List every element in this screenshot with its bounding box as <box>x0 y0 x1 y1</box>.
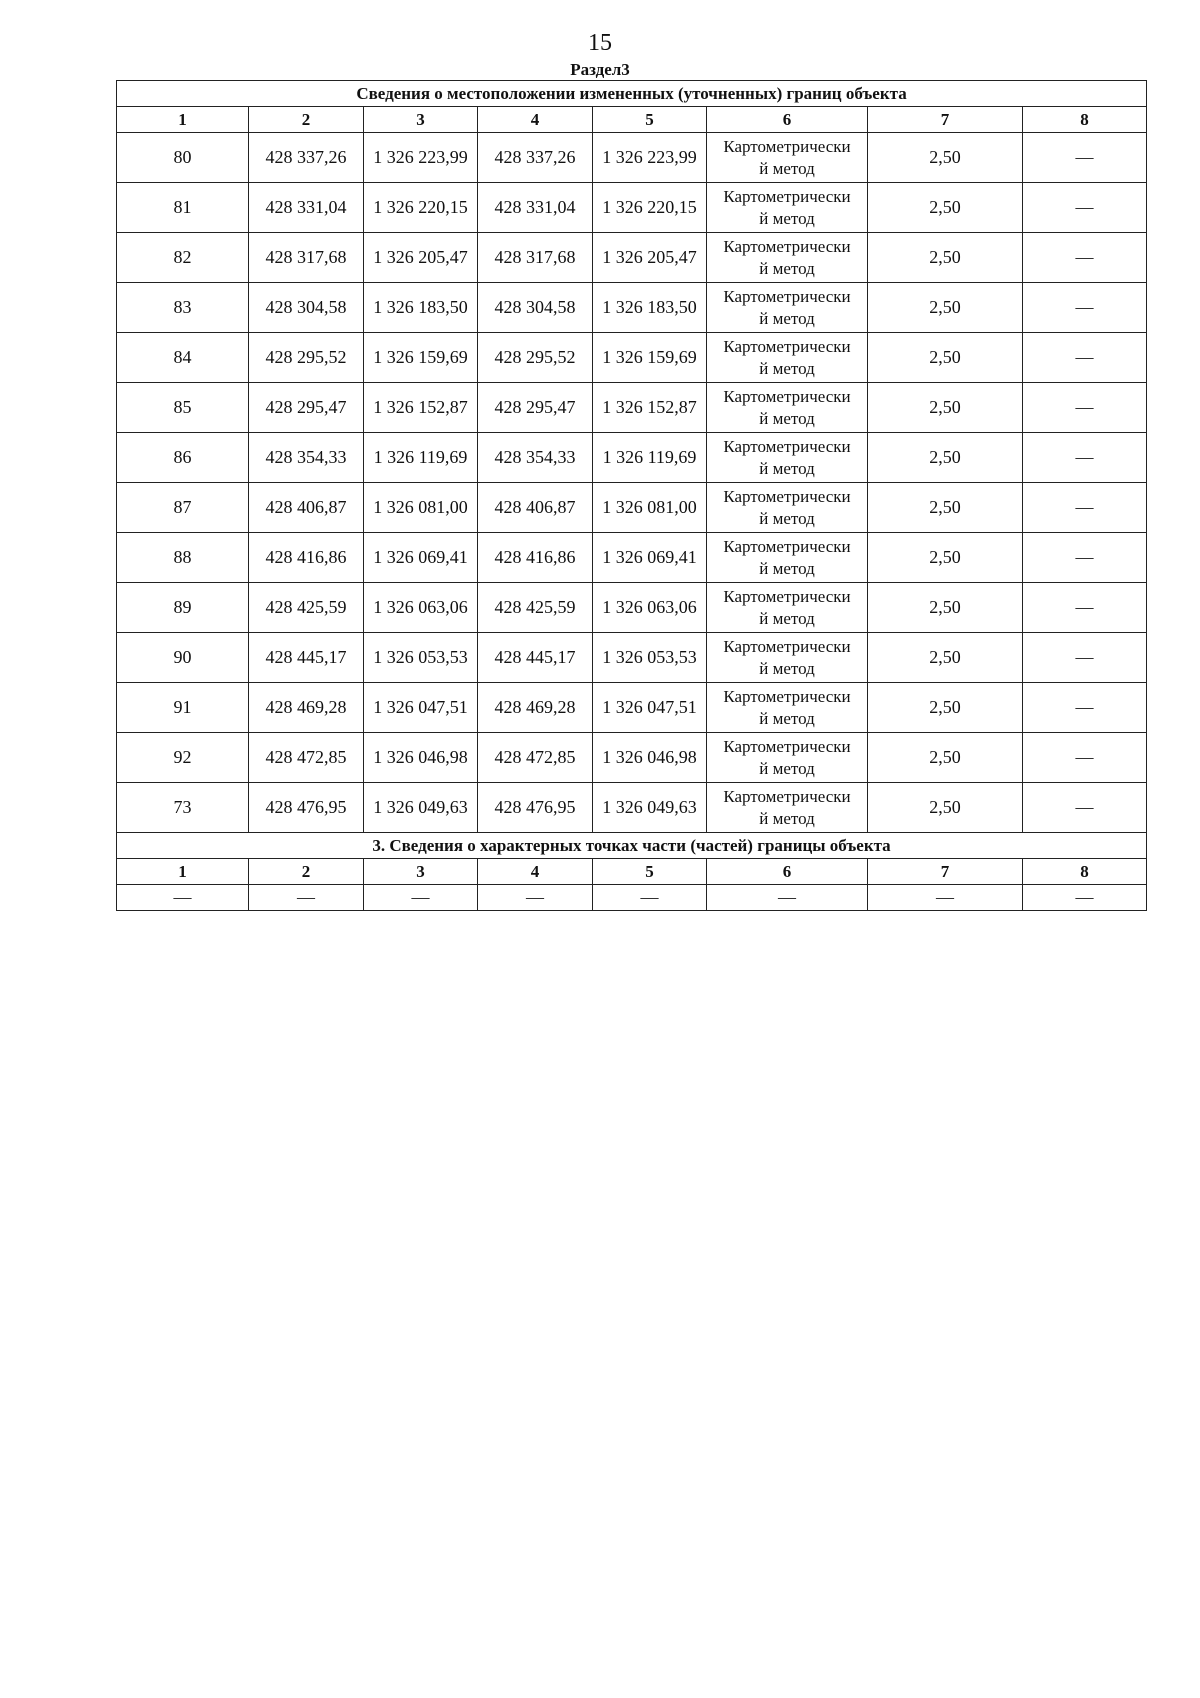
empty-cell: — <box>707 885 868 911</box>
method-line-2: й метод <box>759 758 815 778</box>
method-cell <box>707 483 868 533</box>
point-number: 89 <box>117 583 249 633</box>
x-new-cell: 428 472,85 <box>478 733 593 783</box>
note-cell: — <box>1023 583 1147 633</box>
y-new-cell: 1 326 046,98 <box>593 733 707 783</box>
method-line-2: й метод <box>759 308 815 328</box>
empty-cell: — <box>593 885 707 911</box>
column-number: 6 <box>707 107 868 133</box>
table-row <box>117 283 1147 333</box>
column-number: 7 <box>868 107 1023 133</box>
empty-cell: — <box>1023 885 1147 911</box>
x-old-cell: 428 295,52 <box>249 333 364 383</box>
y-old-cell: 1 326 081,00 <box>364 483 478 533</box>
method-cell <box>707 733 868 783</box>
method-line-1: Картометрически <box>723 636 851 656</box>
column-number: 4 <box>478 107 593 133</box>
method-cell <box>707 133 868 183</box>
x-new-cell: 428 425,59 <box>478 583 593 633</box>
method-line-2: й метод <box>759 408 815 428</box>
accuracy-cell: 2,50 <box>868 333 1023 383</box>
method-line-2: й метод <box>759 508 815 528</box>
method-line-1: Картометрически <box>723 436 851 456</box>
table-row <box>117 583 1147 633</box>
note-cell: — <box>1023 683 1147 733</box>
point-number: 82 <box>117 233 249 283</box>
x-new-cell: 428 476,95 <box>478 783 593 833</box>
method-line-1: Картометрически <box>723 336 851 356</box>
point-number: 91 <box>117 683 249 733</box>
table-row <box>117 383 1147 433</box>
y-new-cell: 1 326 049,63 <box>593 783 707 833</box>
accuracy-cell: 2,50 <box>868 183 1023 233</box>
y-new-cell: 1 326 220,15 <box>593 183 707 233</box>
y-new-cell: 1 326 063,06 <box>593 583 707 633</box>
table-row <box>117 483 1147 533</box>
section-title: Раздел3 <box>570 60 630 79</box>
method-cell <box>707 183 868 233</box>
note-cell: — <box>1023 433 1147 483</box>
x-new-cell: 428 354,33 <box>478 433 593 483</box>
method-line-1: Картометрически <box>723 686 851 706</box>
y-new-cell: 1 326 053,53 <box>593 633 707 683</box>
method-cell <box>707 633 868 683</box>
column-number: 4 <box>478 859 593 885</box>
column-number: 1 <box>117 859 249 885</box>
method-cell <box>707 583 868 633</box>
column-number: 3 <box>364 107 478 133</box>
column-number: 8 <box>1023 107 1147 133</box>
note-cell: — <box>1023 283 1147 333</box>
table-row <box>117 183 1147 233</box>
y-old-cell: 1 326 049,63 <box>364 783 478 833</box>
note-cell: — <box>1023 183 1147 233</box>
method-cell <box>707 383 868 433</box>
method-line-2: й метод <box>759 558 815 578</box>
x-old-cell: 428 304,58 <box>249 283 364 333</box>
method-cell <box>707 783 868 833</box>
note-cell: — <box>1023 733 1147 783</box>
x-new-cell: 428 295,52 <box>478 333 593 383</box>
x-old-cell: 428 337,26 <box>249 133 364 183</box>
y-old-cell: 1 326 063,06 <box>364 583 478 633</box>
note-cell: — <box>1023 483 1147 533</box>
x-old-cell: 428 406,87 <box>249 483 364 533</box>
table-body <box>117 81 1147 911</box>
column-number: 7 <box>868 859 1023 885</box>
accuracy-cell: 2,50 <box>868 633 1023 683</box>
x-new-cell: 428 416,86 <box>478 533 593 583</box>
table-row <box>117 633 1147 683</box>
accuracy-cell: 2,50 <box>868 133 1023 183</box>
method-line-1: Картометрически <box>723 536 851 556</box>
method-line-2: й метод <box>759 458 815 478</box>
method-line-2: й метод <box>759 708 815 728</box>
accuracy-cell: 2,50 <box>868 483 1023 533</box>
column-number: 5 <box>593 859 707 885</box>
table1-column-numbers <box>117 107 1147 133</box>
point-number: 83 <box>117 283 249 333</box>
table-row <box>117 533 1147 583</box>
y-old-cell: 1 326 069,41 <box>364 533 478 583</box>
x-new-cell: 428 331,04 <box>478 183 593 233</box>
y-new-cell: 1 326 223,99 <box>593 133 707 183</box>
x-old-cell: 428 331,04 <box>249 183 364 233</box>
method-line-1: Картометрически <box>723 136 851 156</box>
y-old-cell: 1 326 205,47 <box>364 233 478 283</box>
note-cell: — <box>1023 133 1147 183</box>
point-number: 90 <box>117 633 249 683</box>
method-line-1: Картометрически <box>723 386 851 406</box>
x-new-cell: 428 317,68 <box>478 233 593 283</box>
empty-cell: — <box>478 885 593 911</box>
y-new-cell: 1 326 047,51 <box>593 683 707 733</box>
point-number: 85 <box>117 383 249 433</box>
method-line-1: Картометрически <box>723 486 851 506</box>
method-line-2: й метод <box>759 158 815 178</box>
point-number: 87 <box>117 483 249 533</box>
x-new-cell: 428 295,47 <box>478 383 593 433</box>
method-line-2: й метод <box>759 658 815 678</box>
x-new-cell: 428 406,87 <box>478 483 593 533</box>
note-cell: — <box>1023 383 1147 433</box>
accuracy-cell: 2,50 <box>868 733 1023 783</box>
method-cell <box>707 333 868 383</box>
accuracy-cell: 2,50 <box>868 383 1023 433</box>
x-old-cell: 428 416,86 <box>249 533 364 583</box>
x-new-cell: 428 445,17 <box>478 633 593 683</box>
coordinates-table <box>116 80 1147 911</box>
method-line-2: й метод <box>759 608 815 628</box>
x-new-cell: 428 337,26 <box>478 133 593 183</box>
x-new-cell: 428 469,28 <box>478 683 593 733</box>
table-row <box>117 733 1147 783</box>
x-old-cell: 428 445,17 <box>249 633 364 683</box>
table2-column-numbers <box>117 859 1147 885</box>
empty-cell: — <box>364 885 478 911</box>
table1-title: Сведения о местоположении измененных (уточненных) границ объекта <box>117 81 1147 107</box>
table-row <box>117 683 1147 733</box>
method-line-1: Картометрически <box>723 736 851 756</box>
method-cell <box>707 683 868 733</box>
y-new-cell: 1 326 159,69 <box>593 333 707 383</box>
column-number: 1 <box>117 107 249 133</box>
accuracy-cell: 2,50 <box>868 533 1023 583</box>
method-line-2: й метод <box>759 208 815 228</box>
note-cell: — <box>1023 783 1147 833</box>
column-number: 3 <box>364 859 478 885</box>
table-row <box>117 433 1147 483</box>
y-old-cell: 1 326 159,69 <box>364 333 478 383</box>
x-old-cell: 428 295,47 <box>249 383 364 433</box>
empty-cell: — <box>868 885 1023 911</box>
page-number: 15 <box>588 30 612 56</box>
accuracy-cell: 2,50 <box>868 683 1023 733</box>
accuracy-cell: 2,50 <box>868 433 1023 483</box>
table-row <box>117 233 1147 283</box>
method-line-2: й метод <box>759 358 815 378</box>
x-old-cell: 428 476,95 <box>249 783 364 833</box>
y-new-cell: 1 326 205,47 <box>593 233 707 283</box>
method-cell <box>707 533 868 583</box>
table-row <box>117 783 1147 833</box>
x-old-cell: 428 472,85 <box>249 733 364 783</box>
method-cell <box>707 283 868 333</box>
table1-title-row <box>117 81 1147 107</box>
point-number: 73 <box>117 783 249 833</box>
column-number: 8 <box>1023 859 1147 885</box>
method-line-1: Картометрически <box>723 186 851 206</box>
y-new-cell: 1 326 069,41 <box>593 533 707 583</box>
method-line-1: Картометрически <box>723 786 851 806</box>
y-new-cell: 1 326 081,00 <box>593 483 707 533</box>
y-new-cell: 1 326 183,50 <box>593 283 707 333</box>
method-line-1: Картометрически <box>723 286 851 306</box>
note-cell: — <box>1023 633 1147 683</box>
y-old-cell: 1 326 119,69 <box>364 433 478 483</box>
empty-cell: — <box>117 885 249 911</box>
point-number: 92 <box>117 733 249 783</box>
y-old-cell: 1 326 183,50 <box>364 283 478 333</box>
accuracy-cell: 2,50 <box>868 283 1023 333</box>
method-line-1: Картометрически <box>723 236 851 256</box>
x-old-cell: 428 354,33 <box>249 433 364 483</box>
method-cell <box>707 433 868 483</box>
y-old-cell: 1 326 047,51 <box>364 683 478 733</box>
empty-cell: — <box>249 885 364 911</box>
table2-empty-row <box>117 885 1147 911</box>
y-old-cell: 1 326 152,87 <box>364 383 478 433</box>
x-old-cell: 428 469,28 <box>249 683 364 733</box>
column-number: 2 <box>249 107 364 133</box>
y-new-cell: 1 326 119,69 <box>593 433 707 483</box>
y-old-cell: 1 326 053,53 <box>364 633 478 683</box>
note-cell: — <box>1023 233 1147 283</box>
point-number: 84 <box>117 333 249 383</box>
table2-title: 3. Сведения о характерных точках части (частей) границы объекта <box>117 833 1147 859</box>
method-line-2: й метод <box>759 808 815 828</box>
column-number: 5 <box>593 107 707 133</box>
method-line-2: й метод <box>759 258 815 278</box>
x-old-cell: 428 317,68 <box>249 233 364 283</box>
point-number: 81 <box>117 183 249 233</box>
x-new-cell: 428 304,58 <box>478 283 593 333</box>
column-number: 2 <box>249 859 364 885</box>
y-old-cell: 1 326 220,15 <box>364 183 478 233</box>
table-row <box>117 133 1147 183</box>
point-number: 80 <box>117 133 249 183</box>
accuracy-cell: 2,50 <box>868 583 1023 633</box>
accuracy-cell: 2,50 <box>868 233 1023 283</box>
note-cell: — <box>1023 533 1147 583</box>
method-cell <box>707 233 868 283</box>
point-number: 88 <box>117 533 249 583</box>
note-cell: — <box>1023 333 1147 383</box>
accuracy-cell: 2,50 <box>868 783 1023 833</box>
method-line-1: Картометрически <box>723 586 851 606</box>
y-old-cell: 1 326 046,98 <box>364 733 478 783</box>
table2-title-row <box>117 833 1147 859</box>
y-new-cell: 1 326 152,87 <box>593 383 707 433</box>
point-number: 86 <box>117 433 249 483</box>
table-row <box>117 333 1147 383</box>
x-old-cell: 428 425,59 <box>249 583 364 633</box>
y-old-cell: 1 326 223,99 <box>364 133 478 183</box>
column-number: 6 <box>707 859 868 885</box>
